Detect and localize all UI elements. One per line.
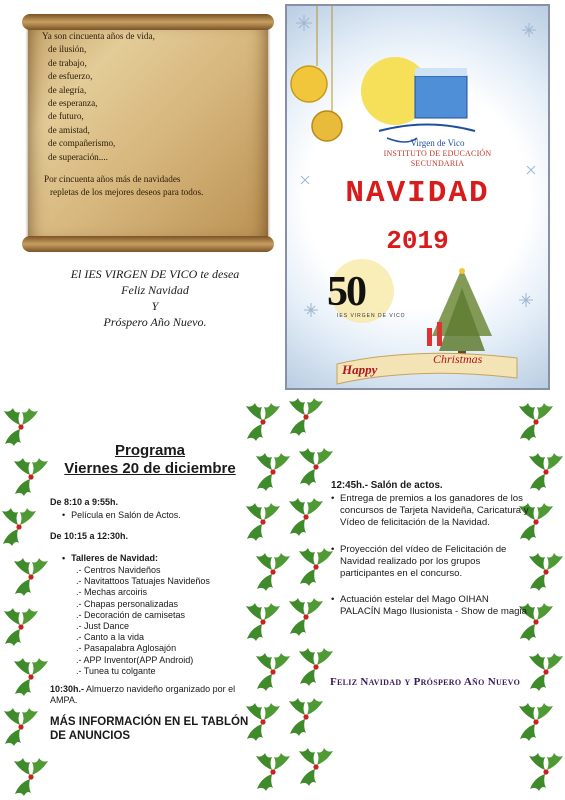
taller-item: .- Mechas arcoiris — [76, 587, 148, 598]
anniversary-poem — [36, 30, 236, 200]
poem-line: Ya son cincuenta años de vida, — [42, 31, 155, 41]
slot3-time: 10:30h.- — [50, 684, 85, 694]
anniversary-label: IES VIRGEN DE VICO — [337, 313, 406, 319]
poem-line: de esfuerzo, — [48, 71, 93, 82]
school-name: Virgen de Vico — [410, 138, 465, 148]
poem-line: de amistad, — [48, 124, 90, 135]
greeting-line: Y — [151, 299, 159, 313]
poem-line: Por cincuenta años más de navidades — [44, 174, 181, 185]
slot4-item: • Proyección del vídeo de Felicitación de Navidad realizado por los grupos participantes en el concurso. — [331, 544, 531, 581]
poem-line: de trabajo, — [48, 57, 87, 68]
poem-line: de compañerismo, — [48, 138, 116, 149]
taller-item: .- Navitattoos Tatuajes Navideños — [76, 576, 210, 587]
taller-item: .- Decoración de camisetas — [76, 609, 186, 620]
school-type-sub: SECUNDARIA — [410, 159, 465, 168]
slot1-time: De 8:10 a 9:55h. — [50, 497, 119, 507]
taller-item: .- Chapas personalizadas — [76, 598, 179, 609]
programme-day: Viernes 20 de diciembre — [64, 460, 236, 477]
more-info-note: MÁS INFORMACIÓN EN EL TABLÓN DE ANUNCIOS — [50, 716, 249, 742]
slot4-time: 12:45h.- Salón de actos. — [331, 480, 443, 491]
happy-lettering: Happy — [342, 362, 378, 377]
poem-line: de futuro, — [48, 111, 84, 122]
card-title: NAVIDAD — [345, 176, 490, 211]
poem-line: de superación.... — [48, 151, 108, 162]
poem-line: repletas de los mejores deseos para todos. — [50, 187, 204, 198]
slot3-text: Almuerzo navideño organizado por el AMPA. — [50, 684, 236, 705]
talleres-list — [76, 565, 256, 677]
poem-gap — [36, 164, 236, 173]
taller-item: .- Centros Navideños — [76, 565, 161, 575]
poem-line: de alegría, — [48, 84, 87, 95]
slot3 — [50, 684, 250, 706]
poem-line: de ilusión, — [48, 44, 87, 55]
card-year: 2019 — [386, 226, 449, 256]
greeting-line: Feliz Navidad — [121, 283, 189, 297]
taller-item: .- Tunea tu colgante — [76, 665, 156, 676]
christmas-lettering: Christmas — [433, 352, 483, 366]
holly-column-center-right — [289, 398, 333, 786]
slot4-item: • Actuación estelar del Mago OIHAN PALACÍN Mago Ilusionista - Show de magia — [331, 594, 531, 618]
programme-title: Programa — [114, 442, 186, 459]
greeting-line: Próspero Año Nuevo. — [103, 315, 207, 329]
slot4-item: • Entrega de premios a los ganadores de los concursos de Tarjeta Navideña, Caricatura y Vídeo de felicitación de la Navidad. — [331, 493, 531, 530]
taller-item: .- Canto a la vida — [76, 632, 145, 643]
anniversary-number: 50 — [327, 269, 365, 315]
slot4-gap — [331, 530, 531, 544]
slot4-gap — [331, 580, 531, 594]
christmas-card — [285, 4, 550, 390]
talleres-title: • Talleres de Navidad: — [62, 553, 158, 564]
closing-greeting: Feliz Navidad y Próspero Año Nuevo — [330, 676, 521, 688]
slot1-item: • Película en Salón de Actos. — [62, 510, 181, 521]
school-greeting — [30, 266, 280, 330]
taller-item: .- Pasapalabra Aglosajón — [76, 643, 177, 654]
slot2-time: De 10:15 a 12:30h. — [50, 531, 129, 541]
poem-line: de esperanza, — [48, 98, 98, 109]
taller-item: .- APP Inventor(APP Android) — [76, 654, 194, 665]
school-type: INSTITUTO DE EDUCACIÓN — [383, 149, 492, 158]
greeting-line: El IES VIRGEN DE VICO te desea — [70, 267, 240, 281]
slot4-list — [331, 493, 531, 619]
taller-item: .- Just Dance — [76, 621, 130, 632]
